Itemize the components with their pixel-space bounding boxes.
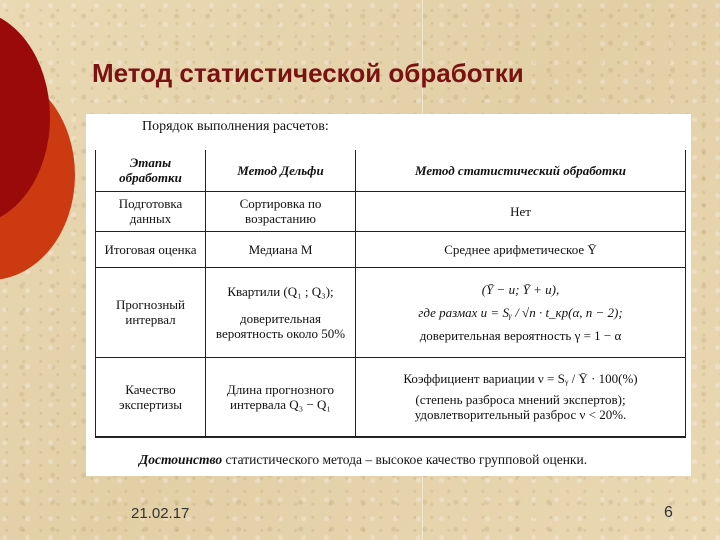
- stat-cell: [356, 357, 686, 437]
- panel-heading: Порядок выполнения расчетов:: [142, 119, 329, 134]
- delphi-line: Квартили (Q₁ ; Q₃);: [227, 283, 334, 299]
- slide-title: Метод статистической обработки: [92, 58, 524, 88]
- comparison-table: [95, 150, 686, 438]
- content-panel: [86, 114, 691, 476]
- column-header: Метод Дельфи: [206, 150, 356, 191]
- formula-line: (Ȳ − u; Ȳ + u),: [481, 281, 560, 297]
- delphi-cell: [206, 267, 356, 357]
- formula-line: Коэффициент вариации ν = Sᵧ / Ȳ · 100(%): [403, 371, 638, 387]
- page-number: 6: [664, 504, 673, 521]
- stat-cell: Нет: [356, 191, 686, 231]
- column-header: Этапы обработки: [96, 150, 206, 191]
- formula-line: где размах u = Sᵧ / √n · t_кр(α, n − 2);: [418, 304, 623, 320]
- footer-date: 21.02.17: [131, 505, 190, 522]
- delphi-cell: Медиана M: [206, 231, 356, 267]
- table-row: [96, 231, 686, 267]
- table-row: [96, 267, 686, 357]
- stage-cell: Подготовка данных: [96, 191, 206, 231]
- delphi-line: доверительная вероятность около 50%: [215, 310, 346, 341]
- delphi-cell: Длина прогнозного интервала Q₃ − Q₁: [206, 357, 356, 437]
- stage-cell: Прогнозный интервал: [96, 267, 206, 357]
- stat-cell: [356, 267, 686, 357]
- stat-cell: Среднее арифметическое Ȳ: [356, 231, 686, 267]
- note-bold: Достоинство: [139, 452, 223, 467]
- formula-line: удовлетворительный разброс ν < 20%.: [414, 407, 627, 423]
- note-text: статистического метода – высокое качество групповой оценки.: [222, 452, 588, 467]
- formula-line: доверительная вероятность γ = 1 − α: [419, 327, 622, 343]
- formula-line: (степень разброса мнений экспертов);: [415, 392, 626, 408]
- table-row: [96, 357, 686, 437]
- stage-cell: Итоговая оценка: [96, 231, 206, 267]
- column-header: Метод статистический обработки: [356, 150, 686, 191]
- delphi-cell: Сортировка по возрастанию: [206, 191, 356, 231]
- stage-cell: Качество экспертизы: [96, 357, 206, 437]
- conclusion-note: [139, 452, 587, 468]
- table-header-row: [96, 150, 686, 191]
- table-row: [96, 191, 686, 231]
